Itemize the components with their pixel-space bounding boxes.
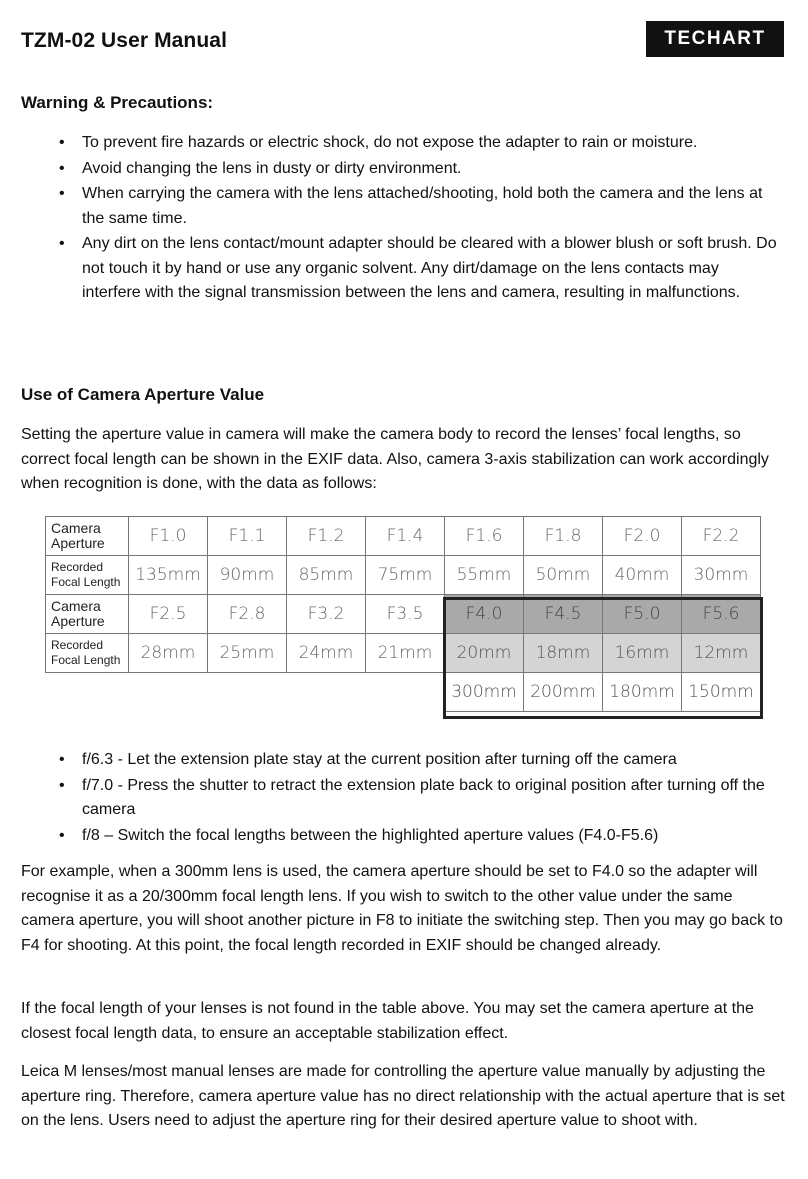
- alt-focal-cell: 200mm: [524, 673, 603, 712]
- highlighted-cell: F5.6: [682, 595, 761, 634]
- alt-focal-cell: 300mm: [445, 673, 524, 712]
- highlighted-cell: 18mm: [524, 634, 603, 673]
- warnings-heading: Warning & Precautions:: [21, 93, 214, 112]
- list-item-text: When carrying the camera with the lens attached/shooting, hold both the camera and the lens at the same time.: [82, 185, 763, 227]
- row-label: Camera Aperture: [46, 517, 129, 556]
- table-row: [46, 556, 761, 595]
- empty-cell: [208, 673, 287, 712]
- table-cell: F1.6: [445, 517, 524, 556]
- table-row: [46, 595, 761, 634]
- warnings-list: [21, 131, 781, 307]
- list-item-text: f/8 – Switch the focal lengths between the highlighted aperture values (F4.0-F5.6): [82, 826, 659, 844]
- row-label: Camera Aperture: [46, 595, 129, 634]
- bullet-icon: •: [59, 776, 65, 794]
- highlighted-cell: F5.0: [603, 595, 682, 634]
- bullet-icon: •: [59, 185, 65, 202]
- empty-cell: [46, 673, 129, 712]
- highlighted-cell: F4.5: [524, 595, 603, 634]
- table-cell: F2.0: [603, 517, 682, 556]
- fstop-list: [21, 748, 781, 849]
- list-item: [21, 824, 781, 849]
- table-cell: F2.2: [682, 517, 761, 556]
- alt-focal-cell: 180mm: [603, 673, 682, 712]
- aperture-intro: Setting the aperture value in camera will make the camera body to record the lenses’ focal lengths, so correct focal length can be shown in the EXIF data. Also, camera 3-axis stabilization can work accordingly when recognition is done, with the data as follows:: [21, 426, 769, 492]
- table-cell: F1.0: [129, 517, 208, 556]
- table-cell: 28mm: [129, 634, 208, 673]
- list-item: [21, 182, 781, 231]
- alt-focal-cell: 150mm: [682, 673, 761, 712]
- aperture-table: [45, 516, 761, 712]
- table-cell: 40mm: [603, 556, 682, 595]
- list-item: [21, 232, 781, 306]
- table-cell: F3.5: [366, 595, 445, 634]
- table-cell: F3.2: [287, 595, 366, 634]
- highlighted-cell: 20mm: [445, 634, 524, 673]
- brand-logo: TECHART: [646, 21, 784, 57]
- empty-cell: [129, 673, 208, 712]
- closest-focal-paragraph: If the focal length of your lenses is not found in the table above. You may set the camera aperture at the closest focal length data, to ensure an acceptable stabilization effect.: [21, 1000, 754, 1042]
- bullet-icon: •: [59, 235, 65, 252]
- empty-cell: [287, 673, 366, 712]
- table-cell: 24mm: [287, 634, 366, 673]
- list-item-text: To prevent fire hazards or electric shock, do not expose the adapter to rain or moisture.: [82, 134, 698, 151]
- table-cell: 55mm: [445, 556, 524, 595]
- table-cell: 25mm: [208, 634, 287, 673]
- list-item-text: Any dirt on the lens contact/mount adapter should be cleared with a blower blush or soft brush. Do not touch it by hand or use any organic solvent. Any dirt/damage on the lens contacts may interfere with the signal transmission between the lens and camera, resulting in malfunctions.: [82, 235, 777, 301]
- table-cell: F1.1: [208, 517, 287, 556]
- list-item-text: Avoid changing the lens in dusty or dirty environment.: [82, 159, 462, 177]
- table-cell: F1.2: [287, 517, 366, 556]
- highlighted-cell: F4.0: [445, 595, 524, 634]
- table-cell: 50mm: [524, 556, 603, 595]
- table-cell: F2.5: [129, 595, 208, 634]
- table-cell: F1.4: [366, 517, 445, 556]
- row-label: Recorded Focal Length: [46, 634, 129, 673]
- bullet-icon: •: [59, 159, 65, 177]
- table-cell: 90mm: [208, 556, 287, 595]
- list-item: [21, 774, 781, 823]
- highlighted-cell: 16mm: [603, 634, 682, 673]
- table-row: [46, 634, 761, 673]
- list-item: [21, 748, 781, 773]
- list-item: [21, 131, 781, 156]
- row-label: Recorded Focal Length: [46, 556, 129, 595]
- bullet-icon: •: [59, 134, 65, 151]
- aperture-heading: Use of Camera Aperture Value: [21, 385, 265, 404]
- table-cell: 85mm: [287, 556, 366, 595]
- page-title: TZM-02 User Manual: [21, 29, 228, 52]
- table-cell: F2.8: [208, 595, 287, 634]
- example-paragraph: For example, when a 300mm lens is used, the camera aperture should be set to F4.0 so the adapter will recognise it as a 20/300mm focal length lens. If you wish to switch to the other value under the same camera aperture, you will shoot another picture in F8 to initiate the switching step. Then you may go back to F4 for shooting. At this point, the focal length recorded in EXIF should be changed already.: [21, 863, 783, 954]
- table-cell: 135mm: [129, 556, 208, 595]
- table-cell: 21mm: [366, 634, 445, 673]
- list-item-text: f/7.0 - Press the shutter to retract the extension plate back to original position after turning off the camera: [82, 776, 765, 818]
- empty-cell: [366, 673, 445, 712]
- table-cell: 75mm: [366, 556, 445, 595]
- table-cell: 30mm: [682, 556, 761, 595]
- table-row: [46, 673, 761, 712]
- highlighted-cell: 12mm: [682, 634, 761, 673]
- list-item: [21, 157, 781, 182]
- bullet-icon: •: [59, 826, 65, 844]
- table-cell: F1.8: [524, 517, 603, 556]
- bullet-icon: •: [59, 751, 65, 768]
- list-item-text: f/6.3 - Let the extension plate stay at the current position after turning off the camera: [82, 751, 677, 768]
- table-row: [46, 517, 761, 556]
- manual-lens-paragraph: Leica M lenses/most manual lenses are made for controlling the aperture value manually by adjusting the aperture ring. Therefore, camera aperture value has no direct relationship with the actual aperture that is set on the lens. Users need to adjust the aperture ring for their desired aperture value to shoot with.: [21, 1063, 785, 1129]
